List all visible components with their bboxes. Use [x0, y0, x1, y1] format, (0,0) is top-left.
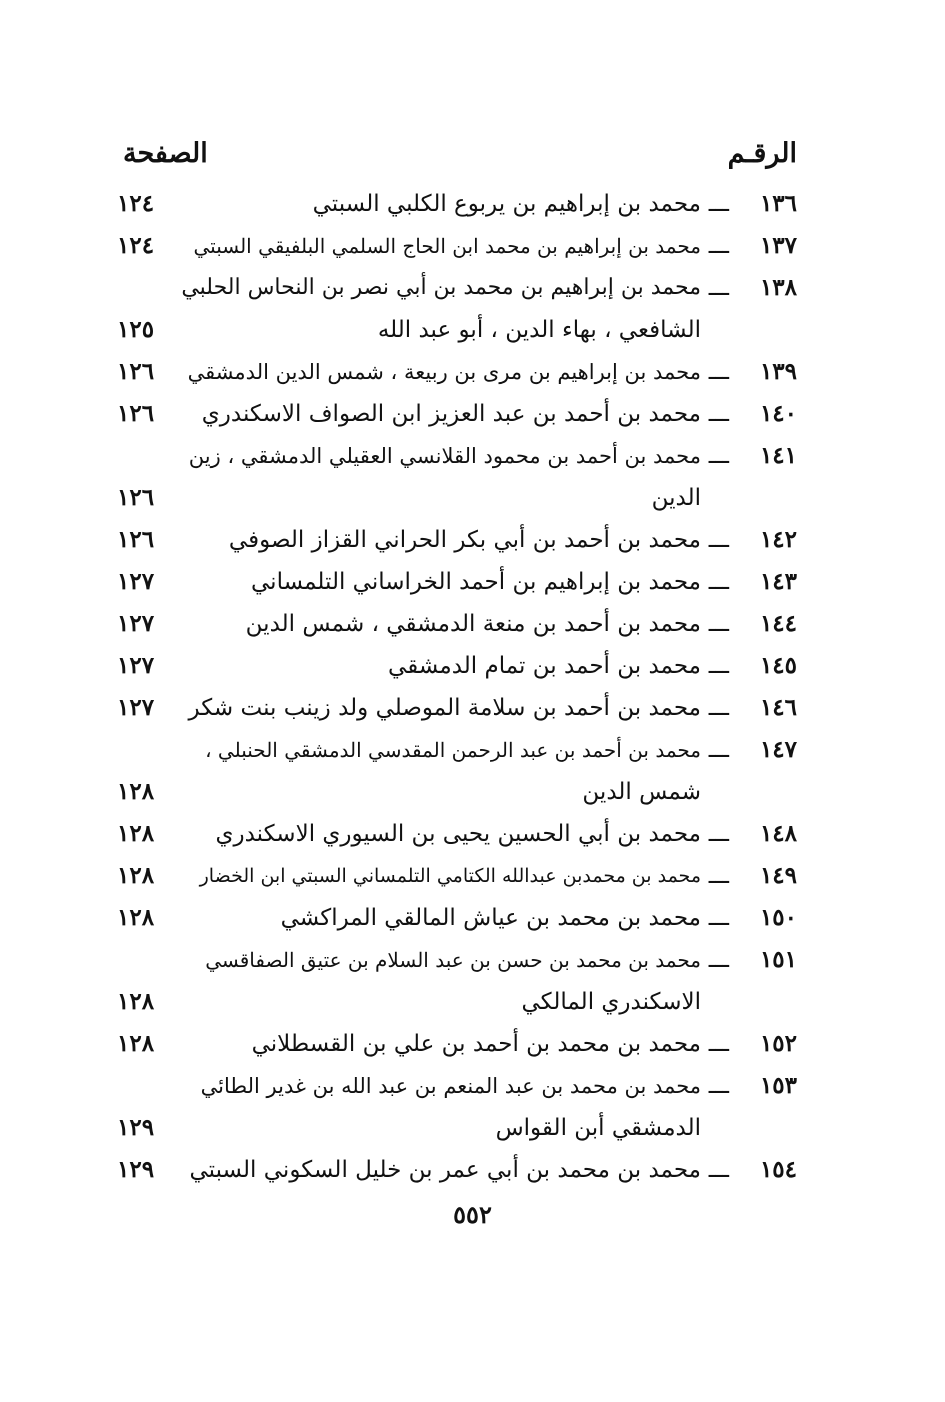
entry-number: ١٥٤ [759, 1156, 797, 1183]
entry-page-number: ١٢٨ [117, 1030, 155, 1057]
entry-number: ١٤٦ [759, 694, 797, 721]
entry-number: ١٤١ [759, 442, 797, 469]
entry-text: محمد بن أحمد بن تمام الدمشقي [388, 653, 701, 679]
entry-number: ١٣٧ [759, 232, 797, 259]
entry-dash: ـــ [708, 695, 729, 721]
entry-dash: ـــ [708, 233, 729, 259]
entry-text: محمد بن أبي الحسين يحيى بن السيوري الاسكندري [215, 821, 701, 847]
index-entry [117, 687, 797, 729]
index-entry [117, 267, 797, 351]
index-entry [117, 1023, 797, 1065]
entry-number: ١٤٥ [759, 652, 797, 679]
entry-dash: ـــ [708, 1157, 729, 1183]
entry-page-number: ١٢٦ [117, 358, 155, 385]
entry-text: محمد بن أحمد بن عبد العزيز ابن الصواف الاسكندري [201, 401, 701, 427]
entry-page-number: ١٢٨ [117, 778, 155, 805]
entry-dash: ـــ [708, 191, 729, 217]
entry-line [117, 1065, 797, 1107]
entry-line [117, 351, 797, 393]
entry-text: محمد بن أحمد بن أبي بكر الحراني القزاز الصوفي [228, 527, 701, 553]
index-entry [117, 435, 797, 519]
entry-line [117, 855, 797, 897]
entry-number: ١٤٢ [759, 526, 797, 553]
entry-dash: ـــ [708, 947, 729, 973]
entry-text: محمد بن أحمد بن عبد الرحمن المقدسي الدمشقي الحنبلي ، [205, 738, 701, 762]
entry-line [117, 183, 797, 225]
entry-text: محمد بن محمد بن أحمد بن علي بن القسطلاني [251, 1031, 701, 1057]
entry-number: ١٣٦ [759, 190, 797, 217]
entry-number: ١٤٩ [759, 862, 797, 889]
entry-text: الاسكندري المالكي [521, 989, 701, 1015]
entry-number: ١٤٠ [759, 400, 797, 427]
entry-text: الشافعي ، بهاء الدين ، أبو عبد الله [377, 317, 701, 343]
entry-number: ١٤٤ [759, 610, 797, 637]
entry-number: ١٥٠ [759, 904, 797, 931]
entry-dash: ـــ [708, 653, 729, 679]
entry-text: محمد بن محمد بن أبي عمر بن خليل السكوني السبتي [189, 1157, 701, 1183]
entry-line [117, 1023, 797, 1065]
entry-line [117, 939, 797, 981]
entry-page-number: ١٢٤ [117, 232, 155, 259]
index-entry [117, 855, 797, 897]
entry-number: ١٣٨ [759, 274, 797, 301]
entry-page-number: ١٢٧ [117, 610, 155, 637]
index-entry [117, 393, 797, 435]
entry-line [117, 519, 797, 561]
entry-page-number: ١٢٦ [117, 484, 155, 511]
entry-text: محمد بن محمد بن حسن بن عبد السلام بن عتيق الصفاقسي [205, 948, 701, 972]
entry-dash: ـــ [708, 737, 729, 763]
entry-line [117, 813, 797, 855]
entry-dash: ـــ [708, 359, 729, 385]
entry-page-number: ١٢٩ [117, 1114, 155, 1141]
entry-line [117, 1149, 797, 1191]
index-entry [117, 939, 797, 1023]
entry-dash: ـــ [708, 1073, 729, 1099]
entry-line [117, 267, 797, 309]
entry-line [117, 561, 797, 603]
entry-text: محمد بن إبراهيم بن أحمد الخراساني التلمساني [251, 569, 701, 595]
index-entry [117, 645, 797, 687]
entry-dash: ـــ [708, 611, 729, 637]
index-entry [117, 729, 797, 813]
entry-page-number: ١٢٨ [117, 988, 155, 1015]
entry-text: محمد بن أحمد بن محمود القلانسي العقيلي الدمشقي ، زين [188, 444, 701, 468]
entry-text: الدمشقي أبن القواس [495, 1115, 701, 1141]
entry-line [117, 687, 797, 729]
entry-dash: ـــ [708, 863, 729, 889]
entry-page-number: ١٢٨ [117, 820, 155, 847]
entry-page-number: ١٢٤ [117, 190, 155, 217]
entry-line [117, 393, 797, 435]
entry-dash: ـــ [708, 275, 729, 301]
entry-line [117, 477, 797, 519]
entry-number: ١٥٢ [759, 1030, 797, 1057]
entry-line [117, 645, 797, 687]
entry-dash: ـــ [708, 569, 729, 595]
entry-page-number: ١٢٥ [117, 316, 155, 343]
entry-text: محمد بن إبراهيم بن مرى بن ربيعة ، شمس الدين الدمشقي [187, 360, 701, 384]
entry-dash: ـــ [708, 821, 729, 847]
index-entry [117, 603, 797, 645]
entry-text: محمد بن محمد بن عياش المالقي المراكشي [280, 905, 701, 931]
entry-page-number: ١٢٨ [117, 904, 155, 931]
entry-line [117, 603, 797, 645]
entry-line [117, 435, 797, 477]
entry-text: محمد بن إبراهيم بن محمد بن أبي نصر بن النحاس الحلبي [181, 275, 701, 300]
entry-line [117, 729, 797, 771]
entry-line [117, 309, 797, 351]
entry-text: محمد بن محمدبن عبدالله الكتامي التلمساني السبتي ابن الخضار [199, 865, 701, 887]
index-entry [117, 1149, 797, 1191]
entry-number: ١٥١ [759, 946, 797, 973]
entry-dash: ـــ [708, 905, 729, 931]
entry-text: محمد بن أحمد بن منعة الدمشقي ، شمس الدين [245, 611, 701, 637]
entry-dash: ـــ [708, 401, 729, 427]
entry-number: ١٤٨ [759, 820, 797, 847]
entry-page-number: ١٢٧ [117, 652, 155, 679]
entry-line [117, 1107, 797, 1149]
entry-page-number: ١٢٦ [117, 526, 155, 553]
entry-number: ١٣٩ [759, 358, 797, 385]
entry-text: الدين [651, 485, 701, 511]
entry-text: محمد بن أحمد بن سلامة الموصلي ولد زينب بنت شكر [188, 695, 701, 721]
index-entry [117, 813, 797, 855]
entry-text: محمد بن إبراهيم بن يربوع الكلبي السبتي [312, 191, 701, 217]
entry-number: ١٤٣ [759, 568, 797, 595]
index-entry [117, 1065, 797, 1149]
entry-line [117, 981, 797, 1023]
entry-page-number: ١٢٦ [117, 400, 155, 427]
entry-dash: ـــ [708, 443, 729, 469]
entry-number: ١٤٧ [759, 736, 797, 763]
entry-text: محمد بن إبراهيم بن محمد ابن الحاج السلمي البلفيقي السبتي [193, 234, 701, 258]
entry-text: محمد بن محمد بن عبد المنعم بن عبد الله بن غدير الطائي [200, 1074, 701, 1098]
entry-page-number: ١٢٧ [117, 694, 155, 721]
entry-text: شمس الدين [582, 779, 701, 805]
page-number: ٥٥٢ [453, 1200, 492, 1229]
index-entry [117, 351, 797, 393]
index-entry [117, 897, 797, 939]
entry-page-number: ١٢٧ [117, 568, 155, 595]
index-entry [117, 519, 797, 561]
page-column-header: الصفحة [123, 138, 208, 169]
number-column-header: الرقـم [727, 138, 797, 169]
entry-page-number: ١٢٩ [117, 1156, 155, 1183]
entry-dash: ـــ [708, 1031, 729, 1057]
entry-line [117, 771, 797, 813]
entry-line [117, 225, 797, 267]
entry-number: ١٥٣ [759, 1072, 797, 1099]
entry-line [117, 897, 797, 939]
entry-page-number: ١٢٨ [117, 862, 155, 889]
index-entry [117, 561, 797, 603]
index-entry [117, 225, 797, 267]
entry-dash: ـــ [708, 527, 729, 553]
index-entry [117, 183, 797, 225]
